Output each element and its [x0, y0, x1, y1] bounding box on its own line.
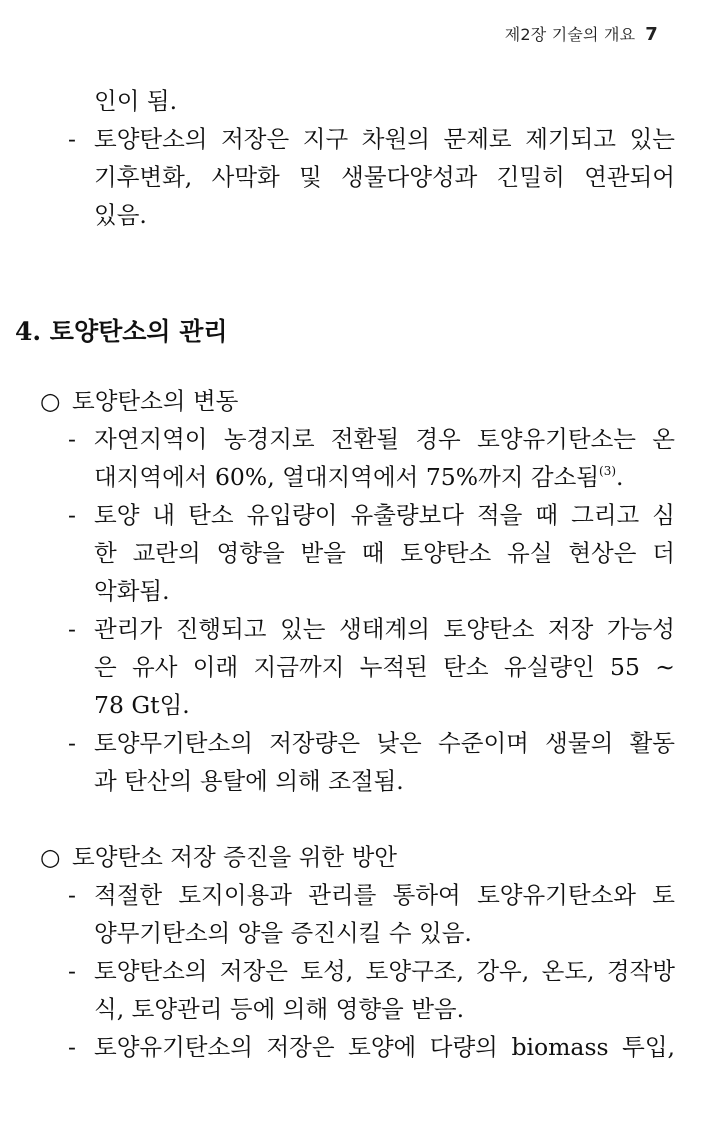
bullet-continuation: 78 Gt임. [94, 691, 190, 719]
bullet-continuation: 기후변화, 사막화 및 생물다양성과 긴밀히 연관되어 [94, 163, 675, 191]
bullet-item [68, 952, 675, 990]
dash-marker: - [68, 881, 76, 909]
bullet-item [68, 610, 675, 648]
group-heading-text: 토양탄소 저장 증진을 위한 방안 [72, 843, 397, 871]
bullet-text: 토양 내 탄소 유입량이 유출량보다 적을 때 그리고 심 [94, 501, 675, 529]
dash-marker: - [68, 957, 76, 985]
continued-text: 인이 됨. [94, 87, 178, 115]
bullet-continuation: 한 교란의 영향을 받을 때 토양탄소 유실 현상은 더 [94, 539, 675, 567]
bullet-item [68, 724, 675, 762]
bullet-text: 자연지역이 농경지로 전환될 경우 토양유기탄소는 온 [94, 425, 675, 453]
dash-marker: - [68, 615, 76, 643]
circle-marker: ○ [40, 843, 61, 871]
group-heading [40, 382, 720, 420]
dash-marker: - [68, 425, 76, 453]
bullet-continuation: 양무기탄소의 양을 증진시킬 수 있음. [94, 919, 472, 947]
group-heading [40, 838, 720, 876]
dash-marker: - [68, 125, 76, 153]
bullet-text: 토양탄소의 저장은 지구 차원의 문제로 제기되고 있는 [94, 125, 675, 153]
reference-mark: (3) [599, 464, 617, 478]
bullet-text: 관리가 진행되고 있는 생태계의 토양탄소 저장 가능성 [94, 615, 675, 643]
bullet-item [68, 420, 675, 458]
bullet-item [68, 876, 675, 914]
group-heading-text: 토양탄소의 변동 [72, 387, 239, 415]
bullet-continuation: 대지역에서 60%, 열대지역에서 75%까지 감소됨$^{(3)}$. [94, 463, 624, 491]
bullet-text: 토양무기탄소의 저장량은 낮은 수준이며 생물의 활동 [94, 729, 675, 757]
bullet-item [68, 1028, 675, 1066]
bullet-continuation: 악화됨. [94, 577, 170, 605]
page-header [505, 22, 658, 45]
document-body [0, 82, 720, 1066]
bullet-item [68, 496, 675, 534]
bullet-continuation: 있음. [94, 201, 147, 229]
bullet-continuation: 은 유사 이래 지금까지 누적된 탄소 유실량인 55 ∼ [94, 653, 675, 681]
bullet-text: 토양탄소의 저장은 토성, 토양구조, 강우, 온도, 경작방 [94, 957, 675, 985]
bullet-text: 적절한 토지이용과 관리를 통하여 토양유기탄소와 토 [94, 881, 675, 909]
section-heading: 4. 토양탄소의 관리 [15, 317, 228, 346]
chapter-title: 제2장 기술의 개요 [504, 25, 636, 44]
bullet-text: 토양유기탄소의 저장은 토양에 다량의 biomass 투입, [94, 1033, 675, 1061]
circle-marker: ○ [40, 387, 61, 415]
page-number: 7 [645, 24, 658, 45]
dash-marker: - [68, 729, 76, 757]
bullet-continuation: 식, 토양관리 등에 의해 영향을 받음. [94, 995, 465, 1023]
bullet-continuation: 과 탄산의 용탈에 의해 조절됨. [94, 767, 404, 795]
dash-marker: - [68, 501, 76, 529]
dash-marker: - [68, 1033, 76, 1061]
bullet-item [68, 120, 675, 158]
